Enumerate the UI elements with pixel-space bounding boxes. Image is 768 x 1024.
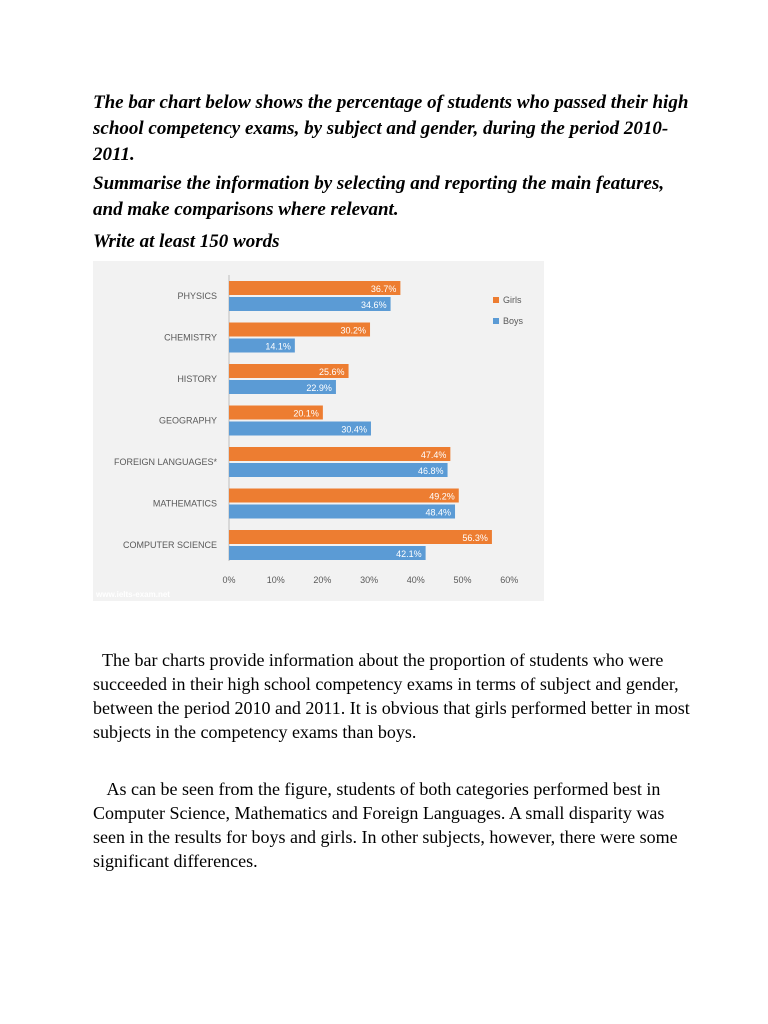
data-label: 42.1% (396, 549, 422, 559)
x-tick-label: 20% (313, 575, 332, 585)
data-label: 34.6% (361, 300, 387, 310)
x-tick-label: 60% (500, 575, 519, 585)
bar-girls (229, 447, 450, 461)
bar-boys (229, 505, 455, 519)
bar-girls (229, 489, 459, 503)
data-label: 30.4% (341, 424, 367, 435)
data-label: 20.1% (293, 408, 319, 419)
data-label: 48.4% (425, 507, 452, 518)
category-label: GEOGRAPHY (158, 415, 217, 426)
data-label: 46.8% (418, 466, 444, 476)
data-label: 36.7% (370, 284, 397, 294)
category-label: FOREIGN LANGUAGES* (113, 457, 217, 467)
task-instruction: Summarise the information by selecting and reporting the main features, and make comparisons where relevant. (93, 173, 665, 220)
x-tick-label: 40% (406, 575, 425, 585)
data-label: 49.2% (429, 491, 455, 502)
data-label: 22.9% (306, 383, 332, 393)
x-tick-label: 30% (360, 575, 379, 585)
data-label: 56.3% (462, 533, 488, 543)
legend-label-boys: Boys (503, 316, 524, 326)
watermark-text: www.ielts-exam.net (96, 590, 170, 599)
bar-chart (93, 261, 544, 601)
data-label: 30.2% (340, 325, 367, 336)
category-label: COMPUTER SCIENCE (122, 540, 217, 550)
legend-swatch-boys (493, 318, 499, 324)
data-label: 47.4% (420, 450, 447, 460)
x-tick-label: 0% (222, 575, 236, 585)
x-tick-label: 50% (453, 575, 472, 585)
bar-chart-svg (93, 261, 544, 601)
essay-paragraph-2: As can be seen from the figure, students of both categories performed best in Computer Science, Mathematics and Foreign Languages. A small disparity was seen in the results for boys and girls. In other subjects, however, there were some significant differences. (93, 779, 678, 871)
category-label: CHEMISTRY (164, 332, 217, 343)
word-count-instruction: Write at least 150 words (93, 231, 280, 252)
category-label: MATHEMATICS (152, 498, 217, 509)
x-tick-label: 10% (266, 575, 285, 585)
legend-label-girls: Girls (503, 295, 522, 305)
category-label: HISTORY (177, 374, 217, 384)
data-label: 25.6% (319, 367, 345, 377)
essay-paragraph-1: The bar charts provide information about the proportion of students who were succeeded in their high school competency exams in terms of subject and gender, between the period 2010 and 2011. It is obvious that girls performed better in most subjects in the competency exams than boys. (93, 650, 690, 742)
bar-boys (229, 463, 448, 477)
data-label: 14.1% (265, 341, 291, 352)
task-description: The bar chart below shows the percentage of students who passed their high school competency exams, by subject and gender, during the period 2010-2011. (93, 92, 689, 165)
bar-girls (229, 530, 492, 544)
category-label: PHYSICS (177, 291, 217, 301)
legend-swatch-girls (493, 297, 499, 303)
